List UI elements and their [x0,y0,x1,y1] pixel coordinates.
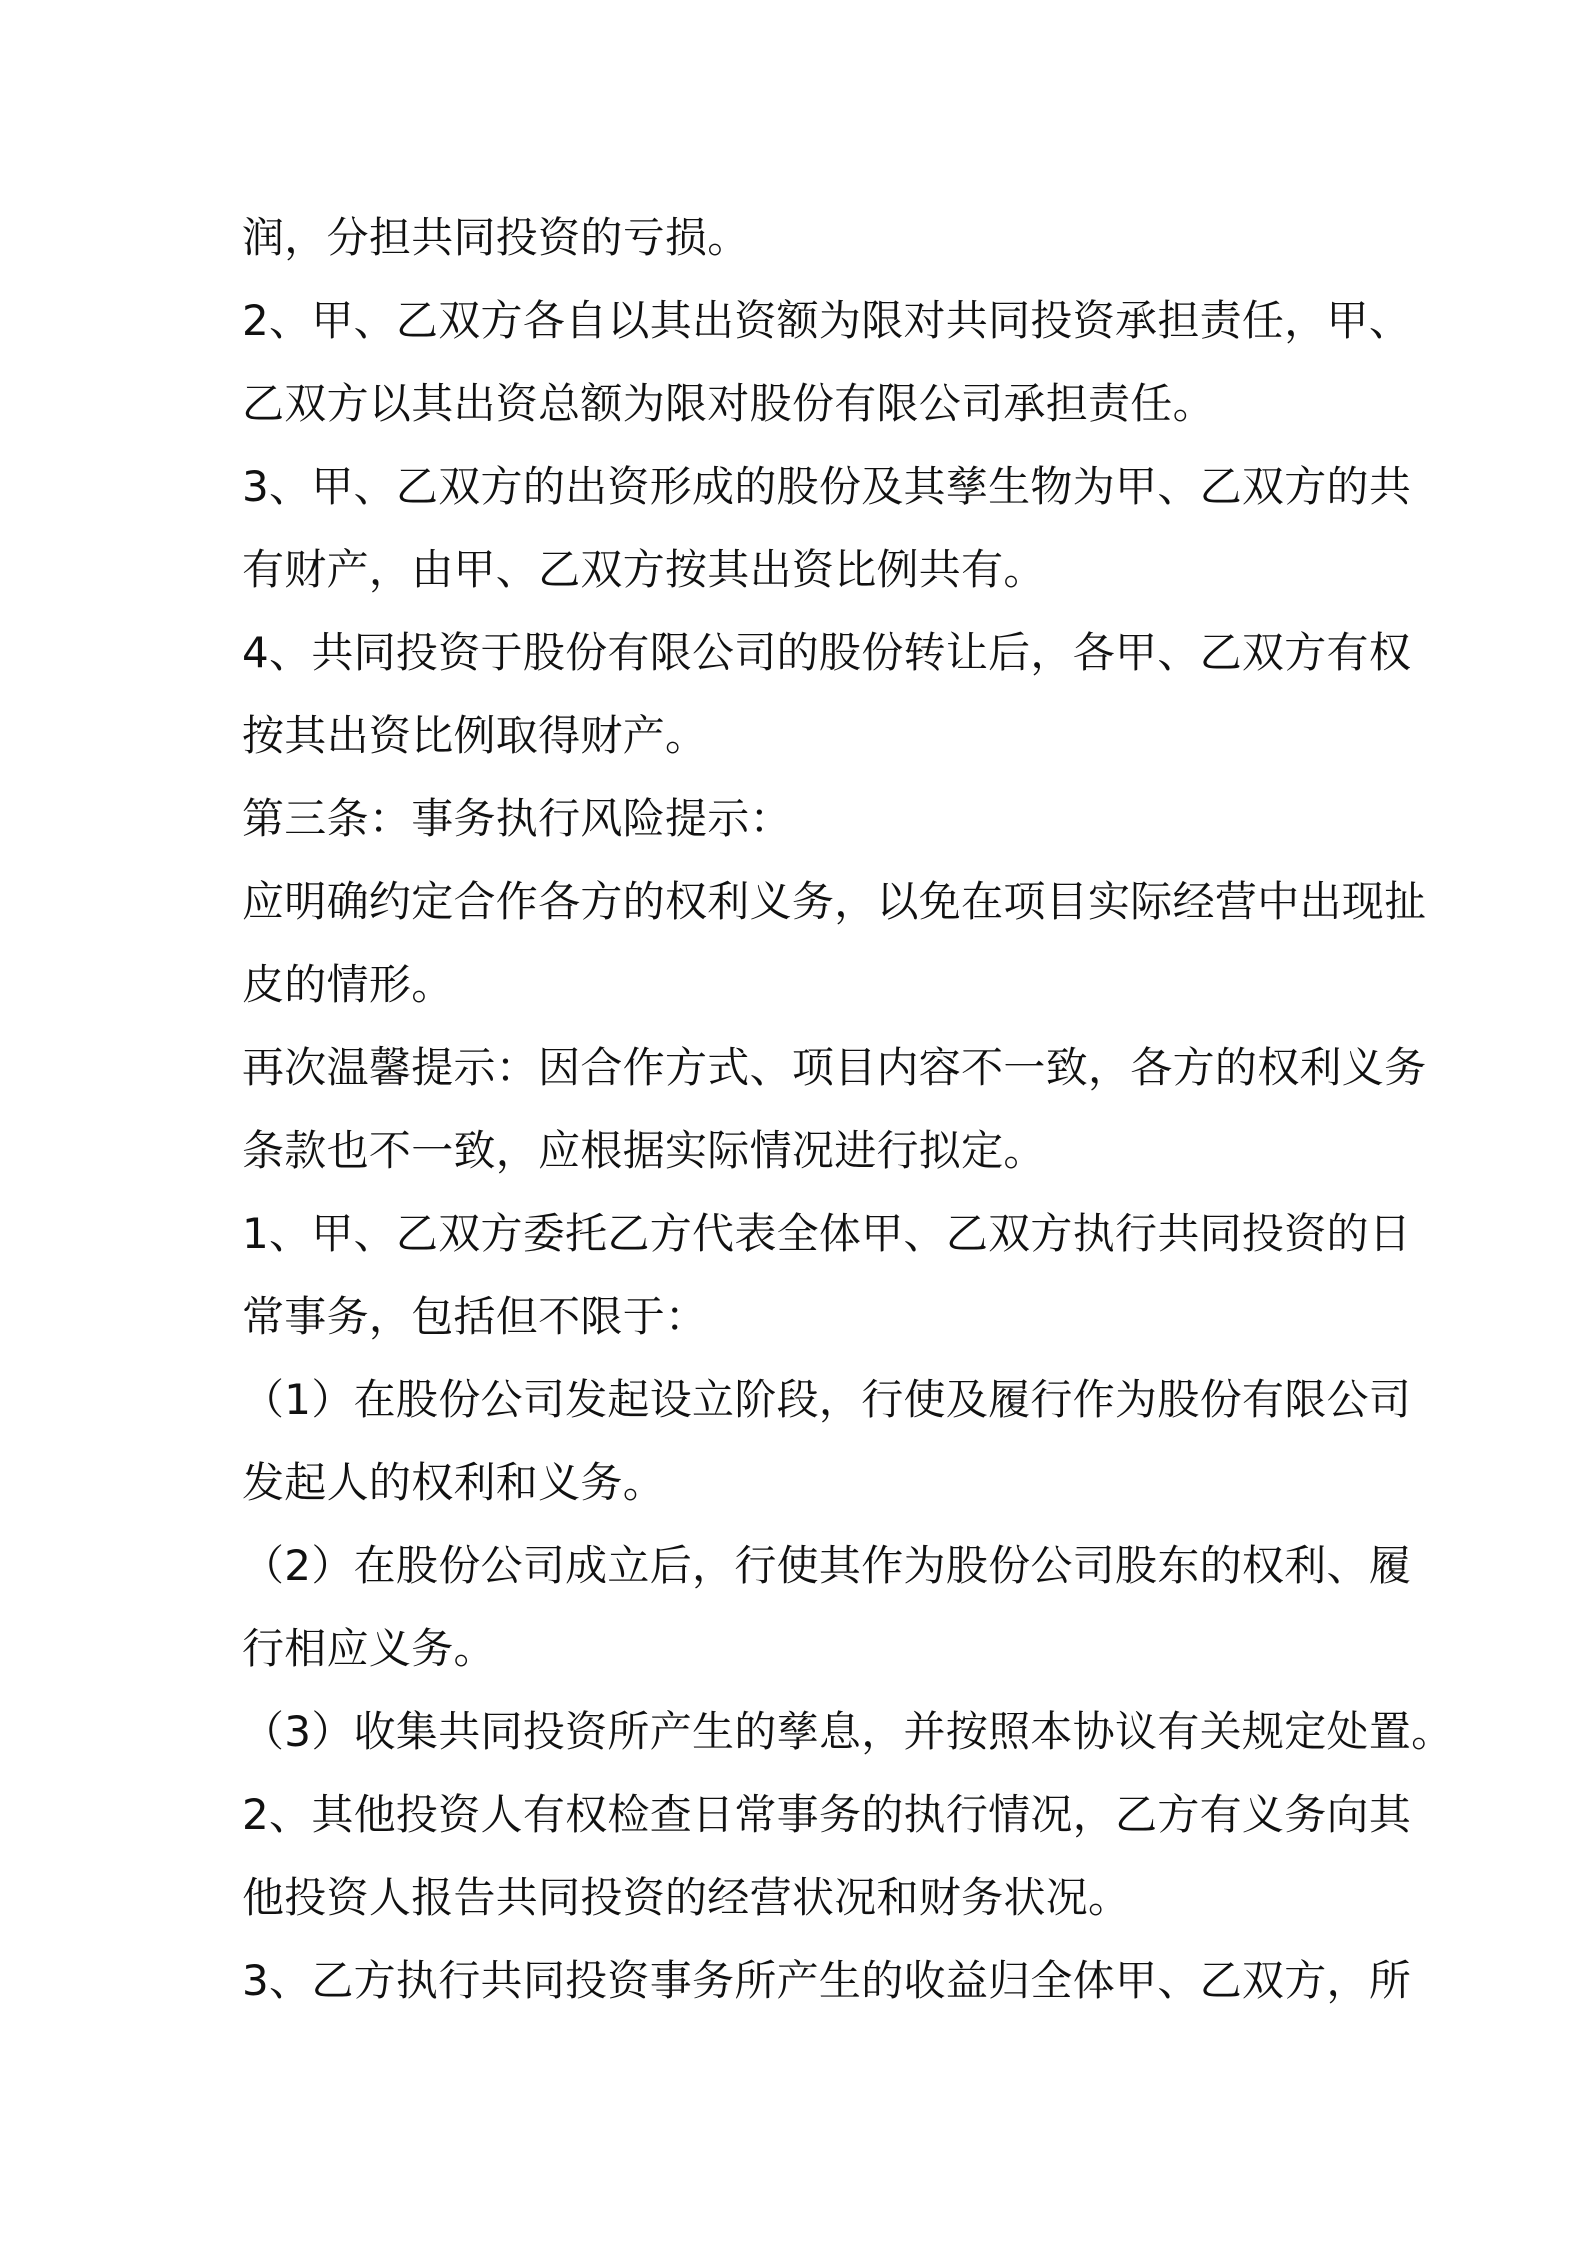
text-line: （1）在股份公司发起设立阶段，行使及履行作为股份有限公司 [242,1375,1412,1424]
text-line: 他投资人报告共同投资的经营状况和财务状况。 [242,1873,1131,1922]
text-line: 应明确约定合作各方的权利义务，以免在项目实际经营中出现扯 [242,877,1427,926]
text-line: 再次温馨提示：因合作方式、项目内容不一致，各方的权利义务 [242,1043,1427,1092]
text-line: 1、甲、乙双方委托乙方代表全体甲、乙双方执行共同投资的日 [242,1209,1412,1258]
text-line: 润，分担共同投资的亏损。 [242,213,750,262]
text-line: （2）在股份公司成立后，行使其作为股份公司股东的权利、履 [242,1541,1412,1590]
text-line: 常事务，包括但不限于： [242,1292,708,1341]
text-line: 按其出资比例取得财产。 [242,711,708,760]
text-line: 有财产，由甲、乙双方按其出资比例共有。 [242,545,1046,594]
text-line: 乙双方以其出资总额为限对股份有限公司承担责任。 [242,379,1215,428]
section-heading: 第三条：事务执行风险提示： [242,794,792,843]
text-line: （3）收集共同投资所产生的孳息，并按照本协议有关规定处置。 [242,1707,1454,1756]
text-line: 2、甲、乙双方各自以其出资额为限对共同投资承担责任，甲、 [242,296,1412,345]
text-line: 2、其他投资人有权检查日常事务的执行情况，乙方有义务向其 [242,1790,1412,1839]
document-body [242,196,1454,2022]
text-line: 皮的情形。 [242,960,454,1009]
text-line: 发起人的权利和义务。 [242,1458,666,1507]
text-line: 4、共同投资于股份有限公司的股份转让后，各甲、乙双方有权 [242,628,1412,677]
text-line: 行相应义务。 [242,1624,496,1673]
text-line: 3、乙方执行共同投资事务所产生的收益归全体甲、乙双方，所 [242,1956,1412,2005]
text-line: 条款也不一致，应根据实际情况进行拟定。 [242,1126,1046,1175]
text-line: 3、甲、乙双方的出资形成的股份及其孳生物为甲、乙双方的共 [242,462,1412,511]
